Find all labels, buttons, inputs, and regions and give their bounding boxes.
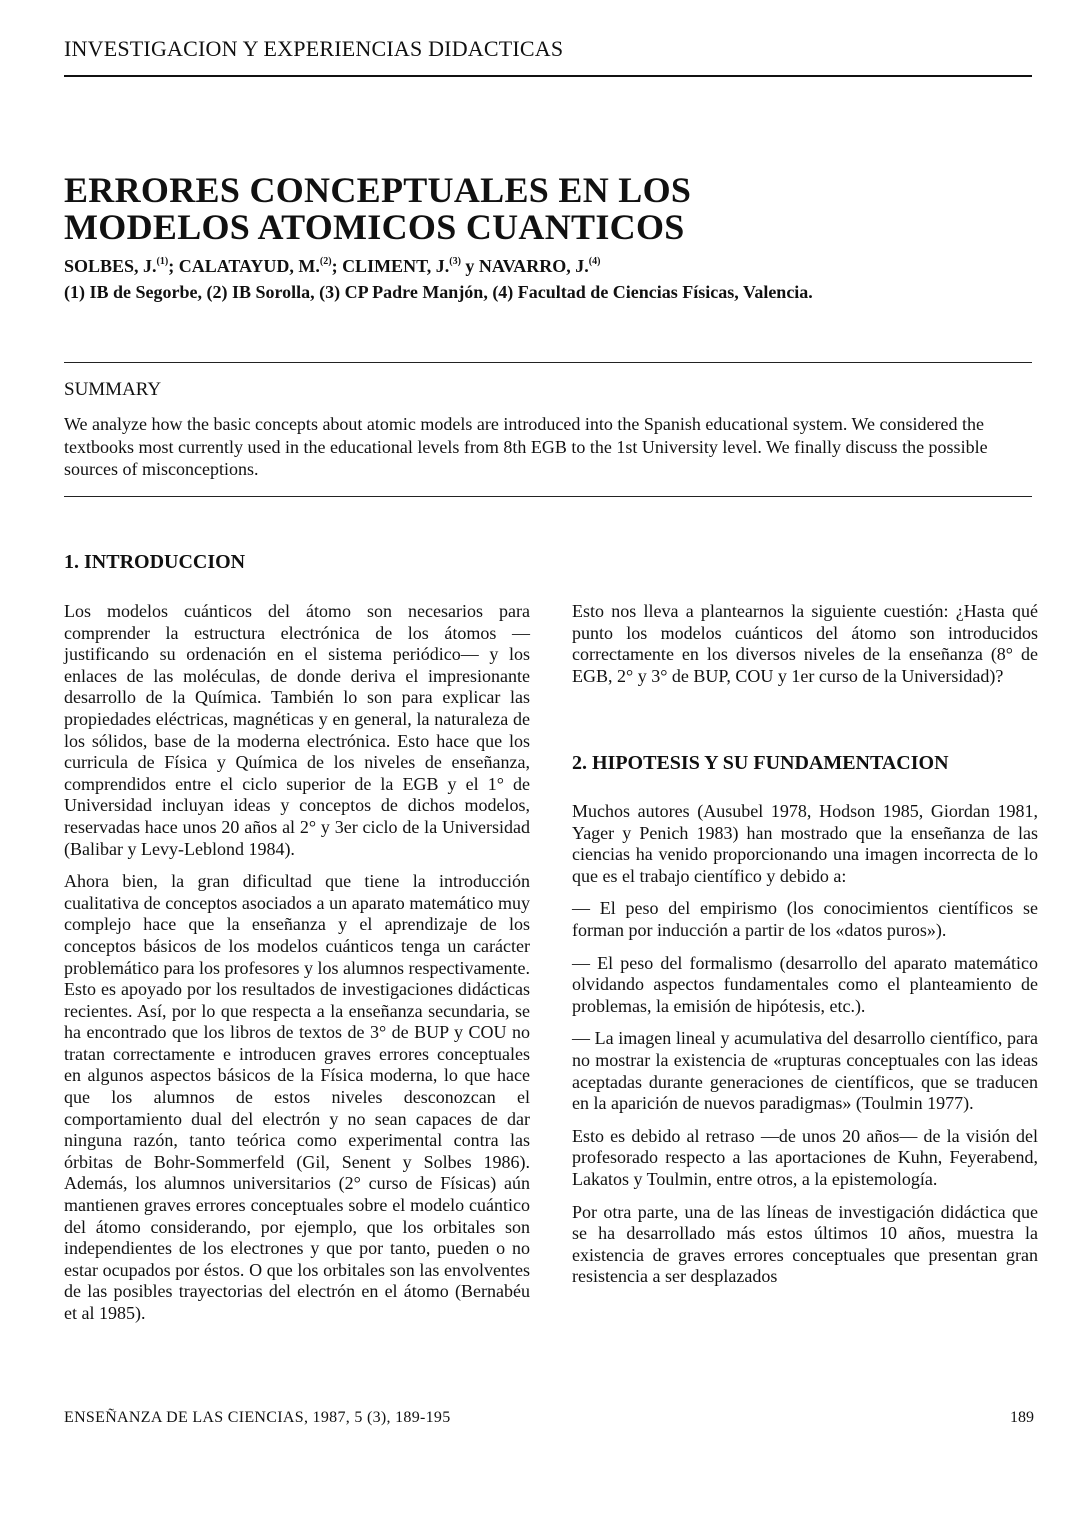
author-name: CALATAYUD, M. (178, 256, 320, 276)
article-title (64, 172, 691, 246)
running-head: INVESTIGACION Y EXPERIENCIAS DIDACTICAS (64, 36, 564, 61)
summary-top-rule (64, 362, 1032, 363)
list-item: — La imagen lineal y acumulativa del desarrollo científico, para no mostrar la existencia de «rupturas conceptuales con las ideas aceptadas durante generaciones de científicos, que se traducen en la aparición de nuevos paradigmas» (Toulmin 1977). (572, 1028, 1038, 1114)
column-right (572, 801, 1038, 1299)
author-list (64, 256, 600, 277)
author-name: NAVARRO, J. (478, 256, 589, 276)
paragraph: Esto nos lleva a plantearnos la siguiente cuestión: ¿Hasta qué punto los modelos cuánticos del átomo son introducidos correctamente en los diversos niveles de la enseñanza (8° de EGB, 2° y 3° de BUP, COU y 1er curso de la Universidad)? (572, 601, 1038, 686)
header-rule (64, 75, 1032, 77)
column-right-top (572, 601, 1038, 698)
affiliation-mark: (1) (156, 256, 169, 267)
affiliation-mark: (4) (588, 256, 601, 267)
column-left (64, 601, 530, 1336)
summary-heading: SUMMARY (64, 379, 162, 400)
title-line-2: MODELOS ATOMICOS CUANTICOS (64, 207, 685, 247)
author-name: CLIMENT, J. (342, 256, 450, 276)
affiliations: (1) IB de Segorbe, (2) IB Sorolla, (3) CP Padre Manjón, (4) Facultad de Ciencias Físicas, Valencia. (64, 282, 813, 302)
paragraph: Por otra parte, una de las líneas de investigación didáctica que se ha desarrollado más estos últimos 10 años, muestra la existencia de graves errores conceptuales que presentan gran resistencia a ser desplazados (572, 1201, 1038, 1287)
title-line-1: ERRORES CONCEPTUALES EN LOS (64, 170, 692, 210)
journal-citation: ENSEÑANZA DE LAS CIENCIAS, 1987, 5 (3), 189-195 (64, 1409, 451, 1426)
summary-bottom-rule (64, 496, 1032, 497)
list-item: — El peso del formalismo (desarrollo del aparato matemático olvidando aspectos fundamentales como el planteamiento de problemas, la emisión de hipótesis, etc.). (572, 952, 1038, 1016)
section-heading-hipotesis: 2. HIPOTESIS Y SU FUNDAMENTACION (572, 752, 949, 774)
page-number: 189 (1010, 1409, 1034, 1426)
section-heading-introduccion: 1. INTRODUCCION (64, 551, 246, 573)
author-separator: y (460, 256, 479, 276)
paragraph: Los modelos cuánticos del átomo son necesarios para comprender la estructura electrónica de los átomos —justificando su ordenación en el sistema periódico— y los enlaces de las moléculas, de donde deriva el impresionante desarrollo de la Química. También lo son para explicar las propiedades eléctricas, magnéticas y en general, la naturaleza de los sólidos, base de la moderna electrónica. Esto hace que los curricula de Física y Química de los niveles de enseñanza, comprendidos entre el ciclo superior de la EGB y el 1° de Universidad incluyan ideas y conceptos de dichos modelos, reservadas hace unos 20 años al 2° y 3er ciclo de la Universidad (Balibar y Levy-Leblond 1984). (64, 601, 530, 859)
paragraph: Muchos autores (Ausubel 1978, Hodson 1985, Giordan 1981, Yager y Penich 1983) han mostrado que la enseñanza de las ciencias ha venido proporcionando una imagen incorrecta de lo que es el trabajo científico y debido a: (572, 801, 1038, 886)
affiliation-mark: (3) (449, 256, 461, 267)
affiliation-mark: (2) (319, 256, 332, 267)
summary-text: We analyze how the basic concepts about atomic models are introduced into the Spanish educational system. We considered the textbooks most currently used in the educational levels from 8th EGB to the 1st University level. We finally discuss the possible sources of misconceptions. (64, 414, 988, 479)
paragraph: Ahora bien, la gran dificultad que tiene la introducción cualitativa de conceptos asociados a un aparato matemático muy complejo hace que la enseñanza y el aprendizaje de los conceptos básicos de los modelos cuánticos tenga un carácter problemático para los profesores y los alumnos respectivamente. Esto es apoyado por los resultados de investigaciones didácticas recientes. Así, por lo que respecta a la enseñanza secundaria, se ha encontrado que los libros de textos de 3° de BUP y COU no tratan correctamente e introducen graves errores conceptuales en algunos aspectos básicos de la Física moderna, lo que hace que los alumnos de estos niveles desconozcan el comportamiento dual del electrón y no sean capaces de dar ninguna razón, tanto teórica como experimental contra las órbitas de Bohr-Sommerfeld (Gil, Senent y Solbes 1986). Además, los alumnos universitarios (2° curso de Físicas) aún mantienen graves errores conceptuales sobre el modelo cuántico del átomo considerando, por ejemplo, que los orbitales son independientes de los electrones y que por tanto, pueden o no estar ocupados por éstos. O que los orbitales son las envolventes de las posibles trayectorias del electrón en el átomo (Bernabéu et al 1985). (64, 871, 530, 1323)
list-item: — El peso del empirismo (los conocimientos científicos se forman por inducción a partir de los «datos puros»). (572, 898, 1038, 940)
author-separator: ; (168, 256, 179, 276)
paragraph: Esto es debido al retraso —de unos 20 años— de la visión del profesorado respecto a las aportaciones de Kuhn, Feyerabend, Lakatos y Toulmin, entre otros, a la epistemología. (572, 1125, 1038, 1189)
author-separator: ; (331, 256, 343, 276)
author-name: SOLBES, J. (64, 256, 157, 276)
